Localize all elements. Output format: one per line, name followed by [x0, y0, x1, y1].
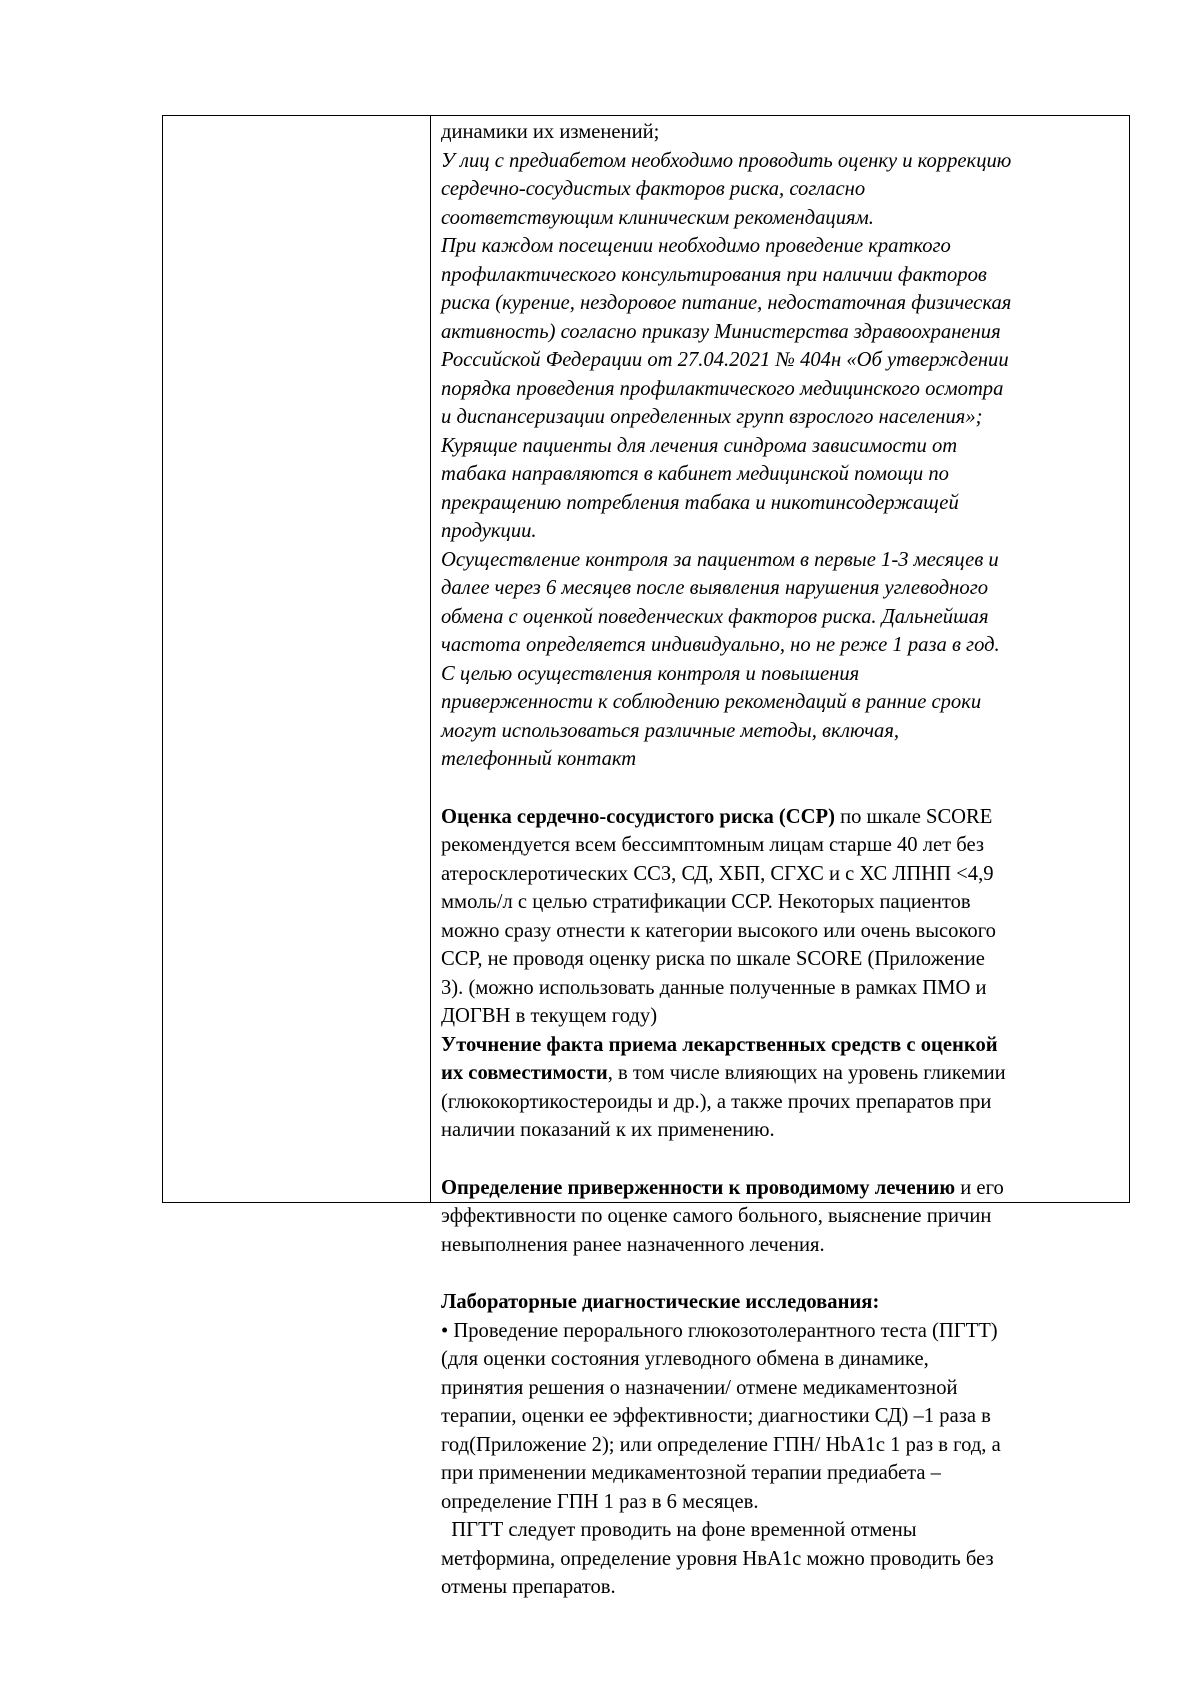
medications-line-rest: , в том числе влияющих на уровень гликемии [607, 1062, 1006, 1084]
text-line: могут использоваться различные методы, включая, [441, 719, 900, 742]
intro-block [441, 118, 1121, 147]
text-line: отмены препаратов. [441, 1576, 616, 1598]
text-line: табака направляются в кабинет медицинской помощи по [441, 463, 949, 485]
adherence-first-line-rest: и его [955, 1176, 1004, 1199]
lab-heading: Лабораторные диагностические исследования: [441, 1291, 880, 1313]
text-line: приверженности к соблюдению рекомендаций в ранние сроки [441, 691, 982, 713]
text-line: определение ГПН 1 раз в 6 месяцев. [441, 1490, 759, 1513]
text-line: Курящие пациенты для лечения синдрома зависимости от [441, 434, 958, 457]
paragraph-gap [441, 1145, 1121, 1174]
text-line: (для оценки состояния углеводного обмена в динамике, [441, 1348, 929, 1370]
text-line: Осуществление контроля за пациентом в первые 1-3 месяцев и [441, 548, 999, 571]
text-line: далее через 6 месяцев после выявления нарушения углеводного [441, 577, 989, 599]
document-table [162, 115, 1130, 1598]
paragraph-gap [441, 774, 1121, 803]
text-line: частота определяется индивидуально, но не реже 1 раза в год. [441, 634, 1000, 656]
text-line: невыполнения ранее назначенного лечения. [441, 1233, 825, 1256]
text-line: • Проведение перорального глюкозотолерантного теста (ПГТТ) [441, 1319, 998, 1342]
ccr-first-line-rest: по шкале SCORE [834, 805, 993, 828]
text-line: При каждом посещении необходимо проведение краткого [441, 235, 951, 257]
text-line: (глюкокортикостероиды и др.), а также прочих препаратов при [441, 1090, 992, 1113]
text-line [441, 1174, 1121, 1203]
text-line: прекращению потребления табака и никотинсодержащей [441, 491, 959, 514]
text-line: телефонный контакт [441, 748, 637, 770]
text-line: ммоль/л с целью стратификации ССР. Некоторых пациентов [441, 891, 971, 913]
text-line: принятия решения о назначении/ отмене медикаментозной [441, 1376, 958, 1399]
table-cell-left [163, 116, 431, 1202]
text-line: ССР, не проводя оценку риска по шкале SCORE (Приложение [441, 948, 985, 970]
paragraph-gap [441, 1259, 1121, 1288]
text-line: ПГТТ следует проводить на фоне временной отмены [441, 1519, 917, 1541]
text-line: динамики их изменений; [441, 121, 660, 143]
text-line: У лиц с предиабетом необходимо проводить оценку и коррекцию [441, 149, 1012, 172]
text-line: атеросклеротических ССЗ, СД, ХБП, СГХС и с ХС ЛПНП <4,9 [441, 862, 994, 885]
text-line: можно сразу отнести к категории высокого или очень высокого [441, 919, 996, 942]
text-line: терапии, оценки ее эффективности; диагностики СД) –1 раза в [441, 1405, 991, 1427]
medications-section [441, 1031, 1121, 1145]
text-line: и диспансеризации определенных групп взрослого населения»; [441, 406, 983, 428]
text-line [441, 803, 1121, 832]
text-line [441, 1059, 1121, 1088]
text-line: Российской Федерации от 27.04.2021 № 404н «Об утверждении [441, 349, 1009, 371]
adherence-section [441, 1174, 1121, 1260]
text-line: год(Приложение 2); или определение ГПН/ HbA1c 1 раз в год, а [441, 1433, 1001, 1456]
lab-section [441, 1288, 1121, 1602]
text-line: профилактического консультирования при наличии факторов [441, 263, 987, 286]
text-line: риска (курение, нездоровое питание, недостаточная физическая [441, 292, 1012, 314]
text-line: С целью осуществления контроля и повышения [441, 662, 860, 685]
text-line: рекомендуется всем бессимптомным лицам старше 40 лет без [441, 834, 985, 856]
ccr-heading: Оценка сердечно-сосудистого риска (ССР) [441, 805, 835, 828]
medications-heading-cont: их совместимости [441, 1062, 608, 1084]
text-line: сердечно-сосудистых факторов риска, согласно [441, 178, 866, 200]
table-cell-right [431, 116, 1129, 1598]
text-line: обмена с оценкой поведенческих факторов риска. Дальнейшая [441, 605, 989, 628]
text-line: активность) согласно приказу Министерства здравоохранения [441, 320, 1001, 343]
text-line: 3). (можно использовать данные полученные в рамках ПМО и [441, 976, 987, 999]
text-line: соответствующим клиническим рекомендациям. [441, 206, 874, 229]
medications-heading: Уточнение факта приема лекарственных средств с оценкой [441, 1033, 998, 1056]
ccr-section [441, 803, 1121, 1031]
adherence-heading: Определение приверженности к проводимому лечению [441, 1176, 956, 1199]
text-line: метформина, определение уровня НвА1с можно проводить без [441, 1547, 994, 1570]
text-line: при применении медикаментозной терапии предиабета – [441, 1462, 941, 1484]
recommendations-italic-block [441, 147, 1121, 774]
text-line: ДОГВН в текущем году) [441, 1005, 658, 1027]
text-line: порядка проведения профилактического медицинского осмотра [441, 377, 1004, 400]
text-line: эффективности по оценке самого больного, выяснение причин [441, 1205, 992, 1227]
text-line: продукции. [441, 520, 537, 542]
text-line: наличии показаний к их применению. [441, 1119, 775, 1141]
